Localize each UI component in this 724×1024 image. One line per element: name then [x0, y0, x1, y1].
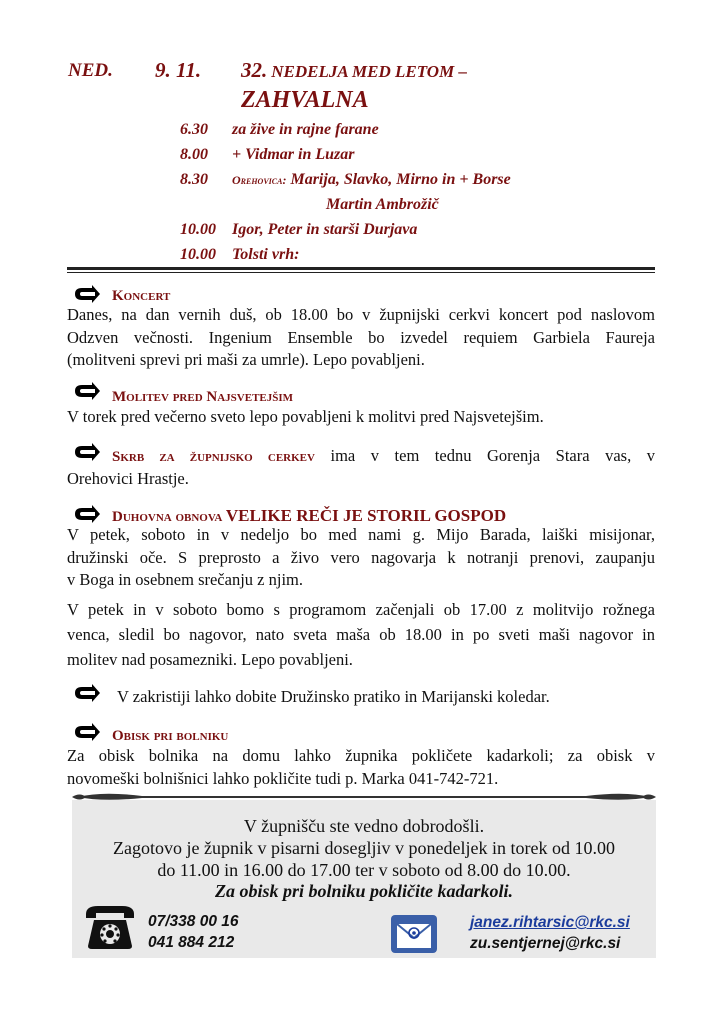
section-skrb-first-line	[112, 446, 655, 466]
koncert-line-3: (molitveni sprevi pri maši za umrle). Lepo povabljeni.	[67, 350, 425, 369]
section-title-skrb: Skrb za župnijsko cerkev	[112, 449, 315, 465]
duhovna-line-2: družinski oče. S preprosto a živo vero nagovarja k notranji prenovi, zaupanju	[67, 547, 655, 567]
schedule-text-1: za žive in rajne farane	[232, 121, 379, 138]
schedule-text-3-cont: Martin Ambrožič	[326, 196, 439, 213]
section-body-molitev	[67, 406, 655, 429]
section-body-duhovna-1	[67, 524, 655, 592]
arrow-bullet-icon	[73, 723, 101, 741]
arrow-bullet-icon	[73, 684, 101, 702]
section-title-molitev: Molitev pred Najsvetejšim	[112, 389, 294, 405]
schedule-text-2: + Vidmar in Luzar	[232, 146, 355, 163]
telephone-icon	[82, 902, 138, 950]
skrb-line-2: Orehovici Hrastje.	[67, 469, 189, 488]
schedule-text-4: Igor, Peter in starši Durjava	[232, 221, 418, 238]
header-subtitle: ZAHVALNA	[241, 87, 369, 113]
header-title-text: NEDELJA MED LETOM –	[271, 62, 467, 81]
schedule-entry-3	[232, 171, 511, 189]
section-body-obisk	[67, 745, 655, 790]
duhovna-line-5: venca, sledil bo nagovor, nato sveta maša ob 18.00 in po sveti maši nagovor in	[67, 625, 655, 644]
schedule-divider-thin	[67, 272, 655, 273]
footer-hours-1: Zagotovo je župnik v pisarni dosegljiv v ponedeljek in torek od 10.00	[113, 838, 615, 858]
schedule-location-prefix: Orehovica:	[232, 173, 287, 187]
molitev-line-1: V torek pred večerno sveto lepo povabljeni k molitvi pred Najsvetejšim.	[67, 407, 544, 426]
duhovna-line-6: molitev nad posamezniki. Lepo povabljeni.	[67, 650, 353, 669]
schedule-time-5: 10.00	[180, 246, 216, 263]
header-day: NED.	[68, 60, 113, 81]
schedule-time-2: 8.00	[180, 146, 208, 163]
section-body-duhovna-2	[67, 597, 655, 672]
section-body-koncert	[67, 304, 655, 372]
duhovna-title-prefix: Duhovna obnova	[112, 509, 223, 525]
arrow-bullet-icon	[73, 505, 101, 523]
email-2: zu.sentjernej@rkc.si	[470, 935, 621, 952]
footer-visit-note: Za obisk pri bolniku pokličite kadarkoli.	[214, 881, 514, 901]
section-title-obisk: Obisk pri bolniku	[112, 728, 229, 744]
arrow-bullet-icon	[73, 382, 101, 400]
phone-number-2: 041 884 212	[148, 934, 235, 951]
zakristija-text: V zakristiji lahko dobite Družinsko pratiko in Marijanski koledar.	[117, 687, 550, 706]
section-title-duhovna	[112, 506, 506, 526]
arrow-bullet-icon	[73, 285, 101, 303]
email-envelope-icon	[390, 914, 438, 954]
duhovna-line-4: V petek in v soboto bomo s programom začenjali ob 17.00 z molitvijo rožnega	[67, 600, 655, 619]
email-link-1[interactable]: janez.rihtarsic@rkc.si	[470, 914, 630, 931]
duhovna-title-main: VELIKE REČI JE STORIL GOSPOD	[225, 506, 507, 525]
schedule-time-3: 8.30	[180, 171, 208, 188]
header-title	[241, 58, 467, 83]
schedule-text-3: Marija, Slavko, Mirno in + Borse	[290, 171, 511, 188]
schedule-time-4: 10.00	[180, 221, 216, 238]
header-title-number: 32.	[241, 58, 268, 82]
obisk-line-1: Za obisk bolnika na domu lahko župnika pokličete kadarkoli; za obisk v	[67, 746, 655, 765]
schedule-divider-thick	[67, 267, 655, 270]
obisk-line-2: novomeški bolnišnici lahko pokličite tudi p. Marka 041-742-721.	[67, 768, 499, 788]
footer-hours-2: do 11.00 in 16.00 do 17.00 ter v soboto od 8.00 do 10.00.	[157, 860, 571, 880]
arrow-bullet-icon	[73, 443, 101, 461]
duhovna-line-1: V petek, soboto in v nedeljo bo med nami g. Mijo Barada, laiški misijonar,	[67, 525, 655, 544]
phone-number-1: 07/338 00 16	[148, 913, 239, 930]
koncert-line-1: Danes, na dan vernih duš, ob 18.00 bo v župnijski cerkvi koncert pod naslovom	[67, 305, 655, 324]
skrb-line-1-rest: ima v tem tednu Gorenja Stara vas, v	[314, 446, 655, 465]
section-title-koncert: Koncert	[112, 288, 171, 304]
koncert-line-2: Odzven večnosti. Ingenium Ensemble bo izvedel requiem Garbiela Faureja	[67, 327, 655, 347]
header-date: 9. 11.	[155, 58, 202, 82]
schedule-time-1: 6.30	[180, 121, 208, 138]
footer-welcome: V župnišču ste vedno dobrodošli.	[243, 816, 485, 836]
duhovna-line-3: v Boga in osebnem srečanju z njim.	[67, 570, 303, 589]
schedule-text-5: Tolsti vrh:	[232, 246, 300, 263]
